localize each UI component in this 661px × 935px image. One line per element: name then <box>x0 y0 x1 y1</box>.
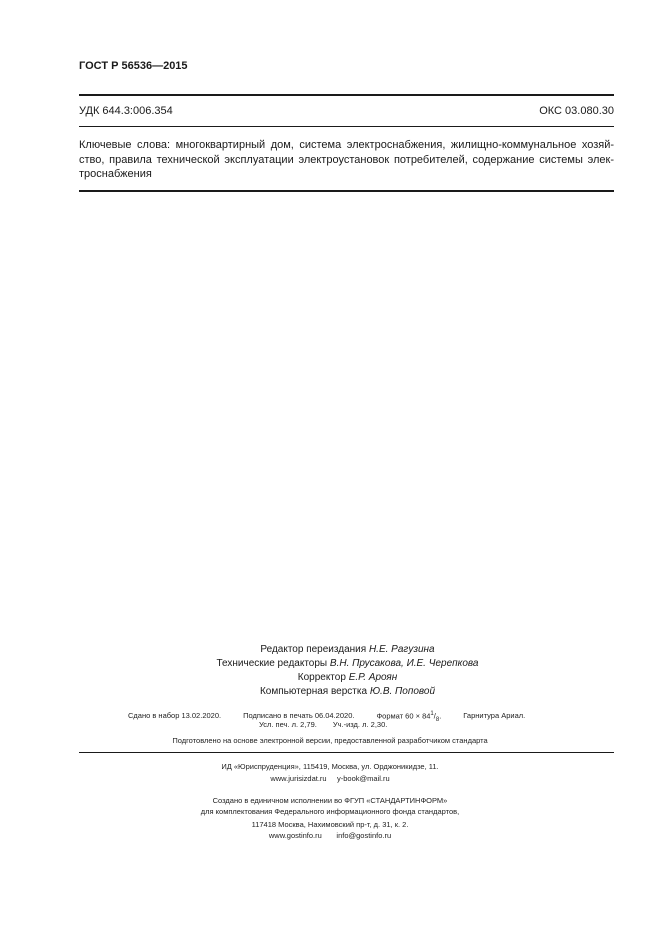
bottom-rule <box>79 752 614 753</box>
tech-editors-label: Технические редакторы <box>216 658 328 669</box>
editor-name: Н.Е. Рагузина <box>368 644 435 655</box>
classification-row <box>79 105 614 117</box>
print-sheets: Усл. печ. л. 2,79. <box>259 720 317 729</box>
producer-line-1: Создано в единичном исполнении во ФГУП «СТАНДАРТИНФОРМ» <box>212 796 448 805</box>
publisher-address: ИД «Юриспруденция», 115419, Москва, ул. Орджоникидзе, 11. <box>221 762 439 771</box>
editor-label: Редактор переиздания <box>260 644 367 655</box>
format-suffix: . <box>439 711 442 721</box>
publisher-contacts <box>130 774 530 783</box>
tech-editors-credit <box>150 657 545 671</box>
corrector-name: Е.Р. Ароян <box>348 672 398 683</box>
standard-number: ГОСТ Р 56536—2015 <box>79 60 188 72</box>
layout-name: Ю.В. Поповой <box>369 686 436 697</box>
corrector-credit <box>150 671 545 685</box>
producer-email: info@gostinfo.ru <box>336 831 392 840</box>
paper-format: Формат $60 \times 84^1/_8$. <box>376 711 442 723</box>
format-denominator: 8 <box>435 717 440 723</box>
producer-site: www.gostinfo.ru <box>268 831 322 840</box>
font-family-note: Гарнитура Ариал. <box>463 711 526 720</box>
top-rule <box>79 94 614 96</box>
signed-to-print-date: Подписано в печать 06.04.2020. <box>243 711 355 720</box>
keywords-line: ство, правила технической эксплуатации электроустановок потребителей, содержание системы элек- <box>79 153 614 166</box>
publication-sheets-row <box>259 720 387 729</box>
tech-editors-names: В.Н. Прусакова, И.Е. Черепкова <box>329 658 479 669</box>
producer-line-2: для комплектования Федерального информационного фонда стандартов, <box>200 807 460 816</box>
keywords-line: Ключевые слова: многоквартирный дом, система электроснабжения, жилищно-коммунальное хозяй- <box>79 139 614 151</box>
layout-label: Компьютерная верстка <box>259 686 368 697</box>
udk-code: УДК 644.3:006.354 <box>79 105 173 117</box>
prepared-note: Подготовлено на основе электронной версии, предоставленной разработчиком стандарта <box>172 736 488 745</box>
layout-credit <box>150 685 545 699</box>
oks-code: ОКС 03.080.30 <box>539 105 614 117</box>
corrector-label: Корректор <box>297 672 346 683</box>
format-prefix: Формат 60 × 84 <box>376 711 431 721</box>
sent-to-set-date: Сдано в набор 13.02.2020. <box>128 711 222 720</box>
keywords-line: троснабжения <box>79 168 152 180</box>
credits-block <box>150 643 545 699</box>
publisher-email: y-book@mail.ru <box>337 774 390 783</box>
middle-rule <box>79 126 614 127</box>
format-numerator: 1 <box>430 711 434 717</box>
producer-address: 117418 Москва, Нахимовский пр-т, д. 31, к. 2. <box>251 820 409 829</box>
keywords-bottom-rule <box>79 190 614 192</box>
keywords-paragraph <box>79 138 614 182</box>
publish-sheets: Уч.-изд. л. 2,30. <box>332 720 388 729</box>
editor-credit <box>150 643 545 657</box>
producer-contacts <box>130 831 530 840</box>
publisher-site: www.jurisizdat.ru <box>270 774 327 783</box>
